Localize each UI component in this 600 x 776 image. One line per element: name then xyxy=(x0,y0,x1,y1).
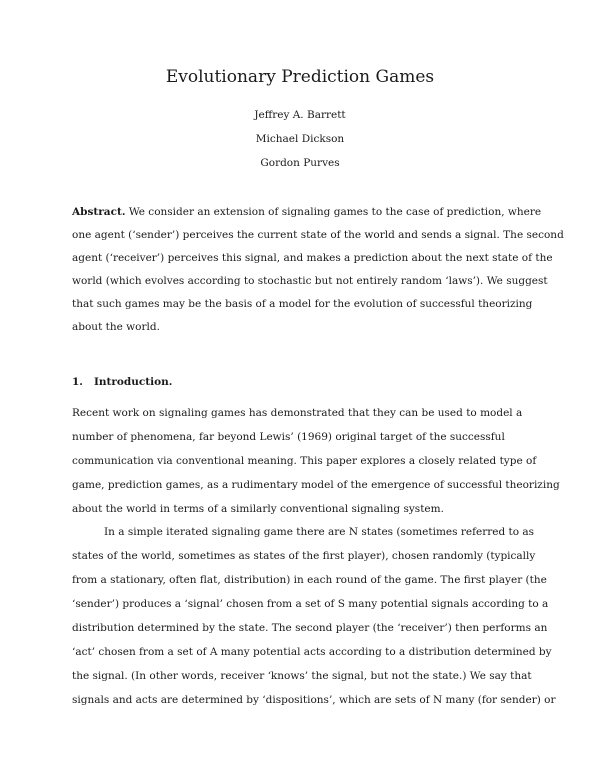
abstract-line-3: agent (‘receiver’) perceives this signal, and makes a prediction about the next state of the xyxy=(72,252,553,264)
para1-line-1: Recent work on signaling games has demonstrated that they can be used to model a xyxy=(72,407,523,419)
abstract-line-5: that such games may be the basis of a model for the evolution of successful theorizing xyxy=(72,298,533,310)
author-1: Jeffrey A. Barrett xyxy=(254,109,346,121)
paper-title: Evolutionary Prediction Games xyxy=(165,67,435,87)
para1-line-4: game, prediction games, as a rudimentary model of the emergence of successful theorizing xyxy=(72,479,560,491)
para1-line-3: communication via conventional meaning. This paper explores a closely related type of xyxy=(72,455,537,467)
abstract-line-4: world (which evolves according to stochastic but not entirely random ‘laws’). We suggest xyxy=(72,275,548,287)
para2-line-8: signals and acts are determined by ‘dispositions’, which are sets of N many (for sender) or xyxy=(72,694,556,706)
para1-line-2: number of phenomena, far beyond Lewis’ (1969) original target of the successful xyxy=(72,431,505,443)
section-number: 1. xyxy=(72,376,83,388)
section-heading xyxy=(72,375,172,389)
abstract-line-1 xyxy=(72,205,542,219)
author-3: Gordon Purves xyxy=(260,157,340,169)
para1-line-5: about the world in terms of a similarly conventional signaling system. xyxy=(72,503,444,515)
para2-line-1: In a simple iterated signaling game there are N states (sometimes referred to as xyxy=(104,526,535,538)
para2-line-2: states of the world, sometimes as states of the first player), chosen randomly (typically xyxy=(72,550,536,562)
abstract-text-1: We consider an extension of signaling games to the case of prediction, where xyxy=(125,206,542,218)
section-title: Introduction. xyxy=(94,376,173,388)
para2-line-5: distribution determined by the state. The second player (the ‘receiver’) then performs an xyxy=(72,622,548,634)
para2-line-4: ‘sender’) produces a ‘signal’ chosen from a set of S many potential signals according to a xyxy=(72,598,549,610)
abstract-label: Abstract. xyxy=(72,206,126,218)
para2-line-6: ‘act’ chosen from a set of A many potential acts according to a distribution determined by xyxy=(72,646,552,658)
para2-line-3: from a stationary, often flat, distribution) in each round of the game. The first player (the xyxy=(72,574,547,586)
para2-line-7: the signal. (In other words, receiver ‘knows’ the signal, but not the state.) We say that xyxy=(72,670,532,682)
author-2: Michael Dickson xyxy=(255,133,345,145)
abstract-line-6: about the world. xyxy=(72,321,160,333)
abstract-line-2: one agent (‘sender’) perceives the current state of the world and sends a signal. The second xyxy=(72,229,564,241)
